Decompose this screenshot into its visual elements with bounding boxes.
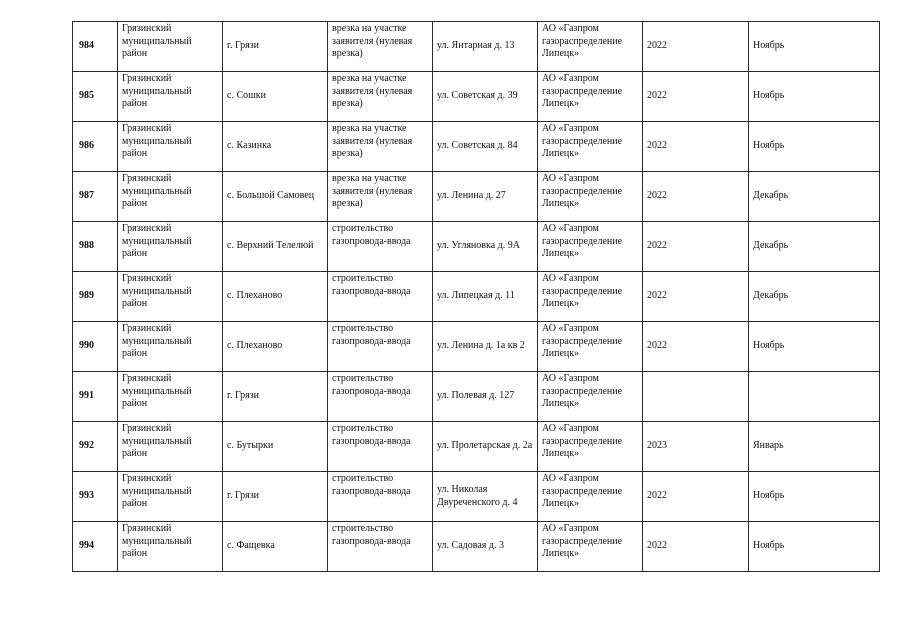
district-cell: Грязинский муниципальный район [118,22,223,72]
row-number: 993 [73,472,118,522]
month-cell: Ноябрь [749,22,880,72]
row-number: 994 [73,522,118,572]
year-cell: 2022 [643,472,749,522]
address-cell: ул. Советская д. 39 [433,72,538,122]
address-cell: ул. Николая Двуреченского д. 4 [433,472,538,522]
district-cell: Грязинский муниципальный район [118,322,223,372]
work-type-cell: строительство газопровода-ввода [328,372,433,422]
table-body [73,22,880,572]
district-cell: Грязинский муниципальный район [118,522,223,572]
table-row [73,422,880,472]
locality-cell: г. Грязи [223,22,328,72]
row-number: 990 [73,322,118,372]
month-cell: Ноябрь [749,322,880,372]
district-cell: Грязинский муниципальный район [118,422,223,472]
year-cell: 2022 [643,172,749,222]
address-cell: ул. Полевая д. 127 [433,372,538,422]
district-cell: Грязинский муниципальный район [118,222,223,272]
row-number: 989 [73,272,118,322]
table-row [73,72,880,122]
organization-cell: АО «Газпром газораспределение Липецк» [538,422,643,472]
address-cell: ул. Ленина д. 1а кв 2 [433,322,538,372]
organization-cell: АО «Газпром газораспределение Липецк» [538,472,643,522]
address-cell: ул. Пролетарская д. 2а [433,422,538,472]
work-type-cell: врезка на участке заявителя (нулевая врезка) [328,172,433,222]
year-cell: 2022 [643,72,749,122]
month-cell: Декабрь [749,172,880,222]
year-cell [643,372,749,422]
table-row [73,522,880,572]
work-type-cell: строительство газопровода-ввода [328,472,433,522]
locality-cell: с. Верхний Телелюй [223,222,328,272]
district-cell: Грязинский муниципальный район [118,172,223,222]
locality-cell: с. Фащевка [223,522,328,572]
district-cell: Грязинский муниципальный район [118,372,223,422]
row-number: 991 [73,372,118,422]
address-cell: ул. Ленина д. 27 [433,172,538,222]
year-cell: 2022 [643,322,749,372]
address-cell: ул. Садовая д. 3 [433,522,538,572]
row-number: 987 [73,172,118,222]
month-cell: Ноябрь [749,472,880,522]
locality-cell: с. Бутырки [223,422,328,472]
work-type-cell: строительство газопровода-ввода [328,522,433,572]
organization-cell: АО «Газпром газораспределение Липецк» [538,122,643,172]
district-cell: Грязинский муниципальный район [118,72,223,122]
row-number: 985 [73,72,118,122]
document-table [72,21,880,572]
work-type-cell: строительство газопровода-ввода [328,272,433,322]
organization-cell: АО «Газпром газораспределение Липецк» [538,522,643,572]
locality-cell: с. Большой Самовец [223,172,328,222]
year-cell: 2022 [643,122,749,172]
work-type-cell: строительство газопровода-ввода [328,222,433,272]
organization-cell: АО «Газпром газораспределение Липецк» [538,272,643,322]
table-row [73,372,880,422]
organization-cell: АО «Газпром газораспределение Липецк» [538,222,643,272]
table-row [73,172,880,222]
month-cell: Декабрь [749,222,880,272]
year-cell: 2023 [643,422,749,472]
address-cell: ул. Советская д. 84 [433,122,538,172]
district-cell: Грязинский муниципальный район [118,272,223,322]
table-row [73,272,880,322]
month-cell: Декабрь [749,272,880,322]
table-row [73,222,880,272]
month-cell [749,372,880,422]
table-row [73,22,880,72]
locality-cell: с. Казинка [223,122,328,172]
district-cell: Грязинский муниципальный район [118,122,223,172]
work-type-cell: строительство газопровода-ввода [328,322,433,372]
address-cell: ул. Янтарная д. 13 [433,22,538,72]
work-type-cell: врезка на участке заявителя (нулевая врезка) [328,72,433,122]
year-cell: 2022 [643,272,749,322]
month-cell: Ноябрь [749,522,880,572]
month-cell: Ноябрь [749,72,880,122]
locality-cell: г. Грязи [223,472,328,522]
locality-cell: с. Плеханово [223,272,328,322]
row-number: 986 [73,122,118,172]
row-number: 992 [73,422,118,472]
organization-cell: АО «Газпром газораспределение Липецк» [538,72,643,122]
work-type-cell: врезка на участке заявителя (нулевая врезка) [328,122,433,172]
table-row [73,322,880,372]
table-row [73,122,880,172]
work-type-cell: врезка на участке заявителя (нулевая врезка) [328,22,433,72]
table-row [73,472,880,522]
organization-cell: АО «Газпром газораспределение Липецк» [538,372,643,422]
locality-cell: с. Плеханово [223,322,328,372]
organization-cell: АО «Газпром газораспределение Липецк» [538,322,643,372]
month-cell: Январь [749,422,880,472]
organization-cell: АО «Газпром газораспределение Липецк» [538,172,643,222]
year-cell: 2022 [643,22,749,72]
work-type-cell: строительство газопровода-ввода [328,422,433,472]
address-cell: ул. Угляновка д. 9А [433,222,538,272]
month-cell: Ноябрь [749,122,880,172]
address-cell: ул. Липецкая д. 11 [433,272,538,322]
row-number: 984 [73,22,118,72]
year-cell: 2022 [643,222,749,272]
organization-cell: АО «Газпром газораспределение Липецк» [538,22,643,72]
locality-cell: г. Грязи [223,372,328,422]
row-number: 988 [73,222,118,272]
locality-cell: с. Сошки [223,72,328,122]
district-cell: Грязинский муниципальный район [118,472,223,522]
year-cell: 2022 [643,522,749,572]
